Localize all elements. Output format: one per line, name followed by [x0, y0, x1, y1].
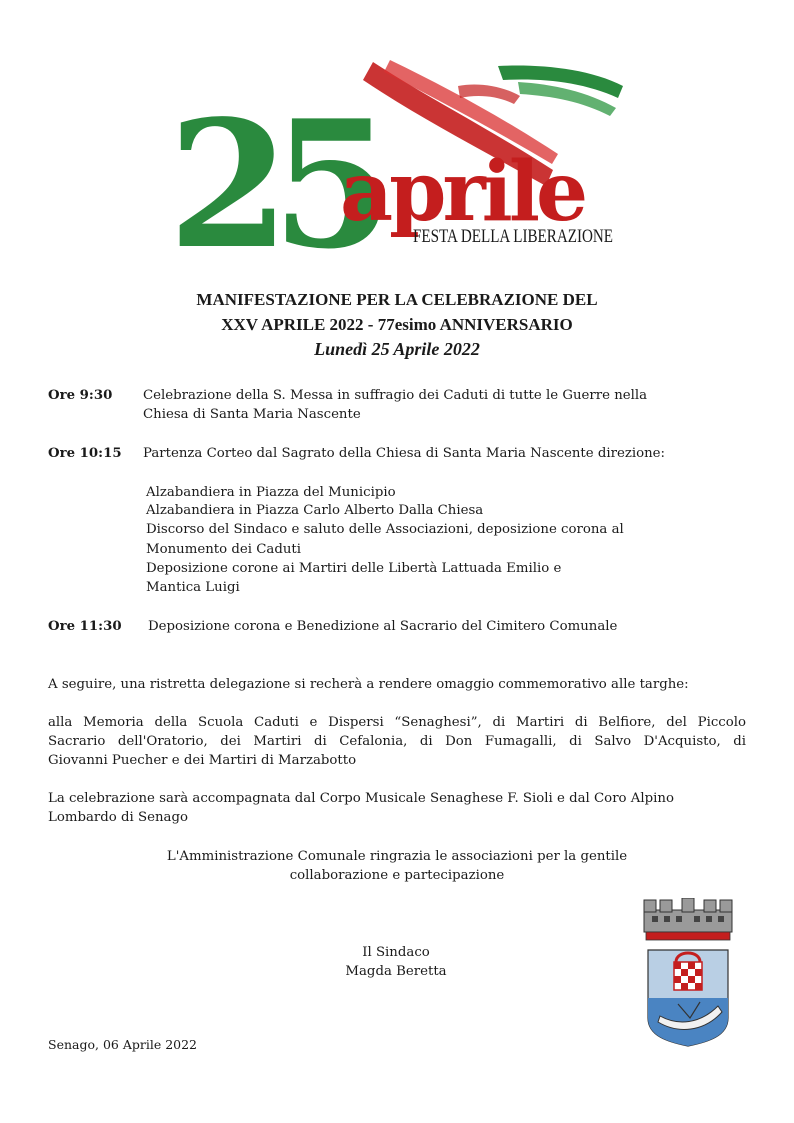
program-desc-2: Partenza Corteo dal Sagrato della Chiesa di Santa Maria Nascente direzione:	[143, 446, 666, 461]
program-time-3: Ore 11:30	[48, 619, 122, 634]
signature-name: Magda Beretta	[345, 964, 447, 979]
music-line-2: Lombardo di Senago	[48, 810, 188, 825]
program-time-2: Ore 10:15	[48, 446, 122, 461]
stop-item-3b: Monumento dei Caduti	[146, 542, 301, 557]
place-date: Senago, 06 Aprile 2022	[48, 1037, 197, 1052]
memorial-line-3: Giovanni Puecher e dei Martiri di Marzabotto	[48, 753, 357, 768]
stop-item-4b: Mantica Luigi	[146, 580, 240, 595]
logo-word: aprile	[340, 144, 585, 240]
intro-paragraph: A seguire, una ristretta delegazione si recherà a rendere omaggio commemorativo alle targhe:	[48, 677, 689, 692]
stop-item-3: Discorso del Sindaco e saluto delle Associazioni, deposizione corona al	[146, 522, 624, 537]
stop-item-2: Alzabandiera in Piazza Carlo Alberto Dalla Chiesa	[146, 503, 484, 518]
thanks-line-2: collaborazione e partecipazione	[289, 868, 505, 883]
logo-number: 25	[168, 83, 376, 253]
memorial-line-1: alla Memoria della Scuola Caduti e Dispersi “Senaghesi”, di Martiri di Belfiore, del Piccolo	[48, 715, 746, 730]
program-desc-1: Celebrazione della S. Messa in suffragio dei Caduti di tutte le Guerre nella	[143, 388, 648, 403]
stop-item-1: Alzabandiera in Piazza del Municipio	[146, 485, 396, 500]
heading-line-2: XXV APRILE 2022 - 77esimo ANNIVERSARIO	[221, 315, 573, 334]
logo-subtitle: FESTA DELLA LIBERAZIONE	[413, 226, 613, 247]
crest-icon	[638, 898, 738, 1050]
program-time-1: Ore 9:30	[48, 388, 113, 403]
signature-role: Il Sindaco	[362, 945, 430, 960]
program-desc-1b: Chiesa di Santa Maria Nascente	[143, 407, 361, 422]
logo-graphic	[158, 58, 628, 253]
music-line-1: La celebrazione sarà accompagnata dal Corpo Musicale Senaghese F. Sioli e dal Coro Alpino	[48, 791, 674, 806]
festa-liberazione-logo	[158, 58, 628, 253]
program-desc-3: Deposizione corona e Benedizione al Sacrario del Cimitero Comunale	[148, 619, 618, 634]
heading-line-1: MANIFESTAZIONE PER LA CELEBRAZIONE DEL	[196, 290, 598, 309]
heading-date: Lunedì 25 Aprile 2022	[314, 339, 480, 359]
stop-item-4: Deposizione corone ai Martiri delle Libertà Lattuada Emilio e	[146, 561, 562, 576]
thanks-line-1: L'Amministrazione Comunale ringrazia le associazioni per la gentile	[166, 849, 628, 864]
coat-of-arms	[638, 898, 738, 1050]
memorial-line-2: Sacrario dell'Oratorio, dei Martiri di Cefalonia, di Don Fumagalli, di Salvo D'Acquisto, di	[48, 734, 746, 749]
